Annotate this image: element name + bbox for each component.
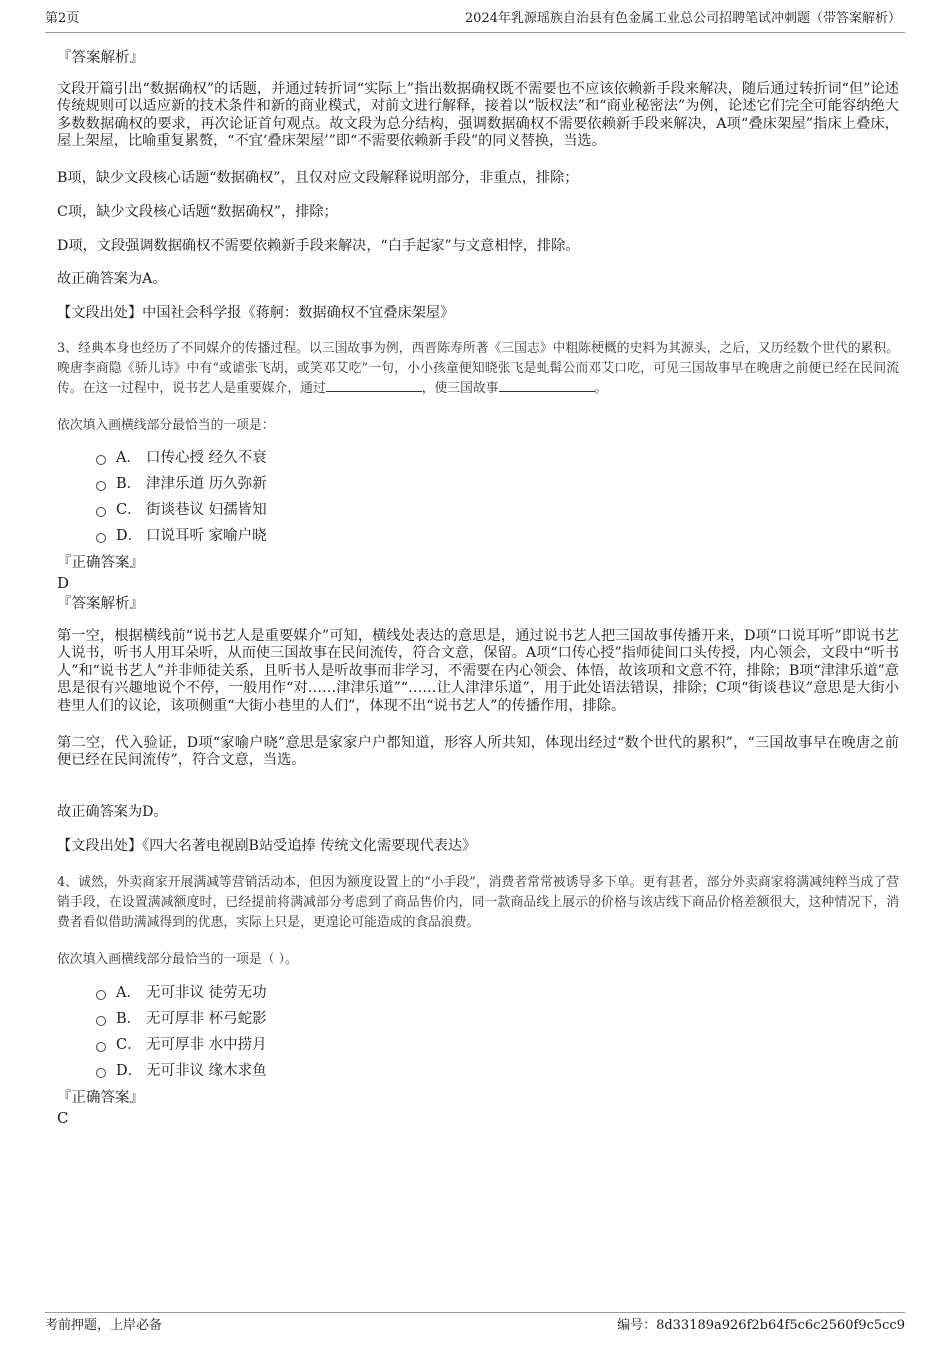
footer-slogan: 考前押题，上岸必备 (45, 1318, 163, 1333)
radio-button[interactable] (96, 1042, 106, 1052)
option-d[interactable]: D． 无可非议 缘木求鱼 (96, 1061, 267, 1081)
option-c[interactable]: C． 无可厚非 水中捞月 (96, 1035, 267, 1055)
radio-button[interactable] (96, 481, 106, 491)
option-a[interactable]: A． 无可非议 徒劳无功 (96, 983, 267, 1003)
analysis-paragraph: C项，缺少文段核心话题“数据确权”，排除； (57, 204, 338, 220)
analysis-paragraph: 第一空，根据横线前“说书艺人是重要媒介”可知，横线处表达的意思是，通过说书艺人把三国故事传播开来，D项“口说耳听”即说书艺人说书，听书人用耳朵听，从而使三国故事在民间流传，符合文意，保留。A项“口传心授”指师徒间口头传授，内心领会，文段中“听书人”和“说书艺人”并非师徒关系，且听书人是听故事而非学习，不需要在内心领会、体悟，故该项和文意不符，排除；B项“津津乐道”意思是很有兴趣地说个不停，一般用作“对……津津乐道”“……让人津津乐道”，用于此处语法错误，排除；C项“街谈巷议”意思是大街小巷里人们的议论，该项侧重“大街小巷里的人们”，体现不出“说书艺人”的传播作用，排除。 (57, 628, 899, 714)
answer-conclusion: 故正确答案为D。 (57, 804, 168, 820)
question-stem: 3、经典本身也经历了不同媒介的传播过程。以三国故事为例，西晋陈寿所著《三国志》中粗陈梗概的史料为其源头，之后，又历经数个世代的累积。晚唐李商隐《骄儿诗》中有“或谑张飞胡，或笑邓艾吃”一句，小小孩童便知晓张飞是虬髯公而邓艾口吃，可见三国故事早在晚唐之前便已经在民间流传。在这一过程中，说书艺人是重要媒介，通过 ，使三国故事 。 (57, 341, 899, 396)
option-b[interactable]: B． 无可厚非 杯弓蛇影 (96, 1009, 267, 1029)
radio-button[interactable] (96, 990, 106, 1000)
radio-button[interactable] (96, 533, 106, 543)
option-a[interactable]: A． 口传心授 经久不衰 (96, 448, 267, 468)
radio-button[interactable] (96, 1068, 106, 1078)
radio-button[interactable] (96, 455, 106, 465)
option-c[interactable]: C． 街谈巷议 妇孺皆知 (96, 500, 267, 520)
page-header (45, 8, 905, 33)
radio-button[interactable] (96, 1016, 106, 1026)
correct-answer: D (57, 574, 70, 592)
page-footer (45, 1312, 905, 1333)
source-citation: 【文段出处】《四大名著电视剧B站受追捧 传统文化需要现代表达》 (57, 838, 477, 854)
radio-button[interactable] (96, 507, 106, 517)
analysis-paragraph: D项，文段强调数据确权不需要依赖新手段来解决，“白手起家”与文意相悖，排除。 (57, 238, 580, 254)
correct-answer: C (57, 1109, 69, 1127)
answer-label: 『正确答案』 (57, 1090, 144, 1106)
document-id: 编号：8d33189a926f2b64f5c6c2560f9c5cc9 (617, 1318, 905, 1333)
document-title: 2024年乳源瑶族自治县有色金属工业总公司招聘笔试冲刺题（带答案解析） (464, 11, 901, 26)
blank-line (326, 380, 422, 392)
analysis-paragraph: B项，缺少文段核心话题“数据确权”，且仅对应文段解释说明部分，非重点，排除； (57, 170, 579, 186)
option-d[interactable]: D． 口说耳听 家喻户晓 (96, 526, 267, 546)
option-b[interactable]: B． 津津乐道 历久弥新 (96, 474, 267, 494)
answer-label: 『正确答案』 (57, 555, 144, 571)
analysis-paragraph: 第二空，代入验证，D项“家喻户晓”意思是家家户户都知道，形容人所共知，体现出经过“数个世代的累积”，“三国故事早在晚唐之前便已经在民间流传”，符合文意，当选。 (57, 735, 899, 769)
question-prompt: 依次填入画横线部分最恰当的一项是： (57, 418, 275, 433)
blank-line (499, 380, 595, 392)
question-prompt: 依次填入画横线部分最恰当的一项是（ ）。 (57, 952, 298, 967)
page-number: 第2页 (45, 11, 80, 26)
analysis-label: 『答案解析』 (57, 50, 144, 66)
answer-conclusion: 故正确答案为A。 (57, 271, 167, 287)
source-citation: 【文段出处】中国社会科学报《蒋舸：数据确权不宜叠床架屋》 (57, 305, 455, 321)
analysis-label: 『答案解析』 (57, 596, 144, 612)
analysis-paragraph: 文段开篇引出“数据确权”的话题，并通过转折词“实际上”指出数据确权既不需要也不应该依赖新手段来解决，随后通过转折词“但”论述传统规则可以适应新的技术条件和新的商业模式，对前文进行解释，接着以“版权法”和“商业秘密法”为例，论述它们完全可能容纳绝大多数数据确权的要求，再次论证首句观点。故文段为总分结构，强调数据确权不需要依赖新手段来解决，A项“叠床架屋”指床上叠床，屋上架屋，比喻重复累赘，“不宜‘叠床架屋’”即“不需要依赖新手段”的同义替换，当选。 (57, 81, 899, 150)
question-stem: 4、诚然，外卖商家开展满减等营销活动本，但因为额度设置上的“小手段”，消费者常常被诱导多下单。更有甚者，部分外卖商家将满减纯粹当成了营销手段，在设置满减额度时，已经提前将满减部分考虑到了商品售价内，同一款商品线上展示的价格与该店线下商品价格差额很大，这种情况下，消费者看似借助满减得到的优惠，实际上只是，更遑论可能造成的食品浪费。 (57, 875, 899, 930)
